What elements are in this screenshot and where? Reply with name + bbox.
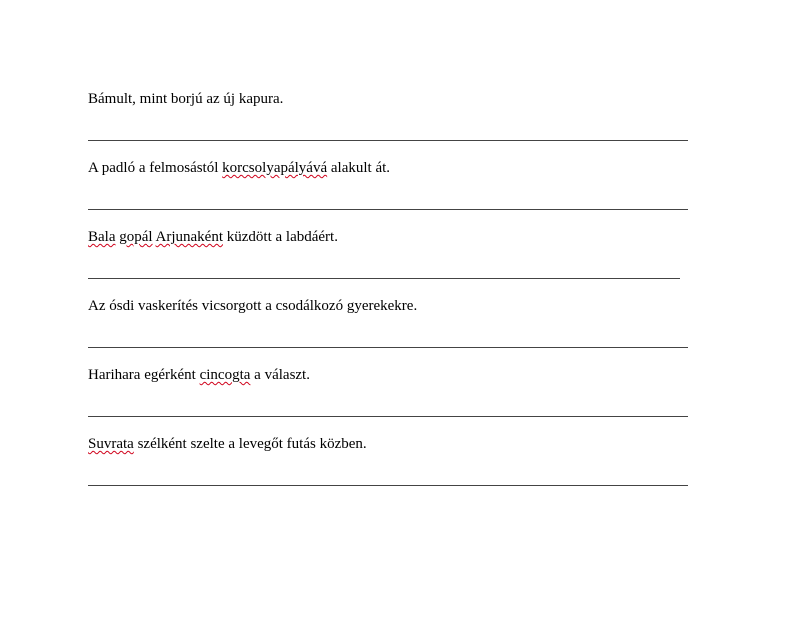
sentence-text: Bámult, mint borjú az új kapura. — [88, 91, 284, 107]
sentence-text: a választ. — [250, 367, 310, 383]
answer-line[interactable] — [88, 416, 688, 417]
spellcheck-flagged-word[interactable]: Bala — [88, 229, 116, 245]
sentence-text: szélként szelte a levegőt futás közben. — [133, 436, 367, 452]
spellcheck-flagged-word[interactable]: Suvrata — [88, 436, 134, 452]
sentence-text: Az ósdi vaskerítés vicsorgott a csodálkozó gyerekekre. — [88, 298, 418, 314]
sentence-text: alakult át. — [327, 160, 391, 176]
exercise-sentence — [88, 366, 310, 384]
answer-line[interactable] — [88, 485, 688, 486]
exercise-sentence — [88, 435, 367, 453]
spellcheck-flagged-word[interactable]: Arjunaként — [155, 229, 223, 245]
answer-line[interactable] — [88, 140, 688, 141]
exercise-sentence — [88, 228, 338, 246]
exercise-sentence — [88, 159, 390, 177]
spellcheck-flagged-word[interactable]: korcsolyapályává — [222, 160, 328, 176]
exercise-sentence — [88, 297, 417, 315]
answer-line[interactable] — [88, 347, 688, 348]
spellcheck-flagged-word[interactable]: cincogta — [199, 367, 251, 383]
answer-line[interactable] — [88, 209, 688, 210]
answer-line[interactable] — [88, 278, 680, 279]
spellcheck-flagged-word[interactable]: gopál — [119, 229, 153, 245]
sentence-text: Harihara egérként — [88, 367, 200, 383]
sentence-text: A padló a felmosástól — [88, 160, 223, 176]
sentence-text: küzdött a labdáért. — [223, 229, 338, 245]
exercise-sentence — [88, 90, 283, 108]
